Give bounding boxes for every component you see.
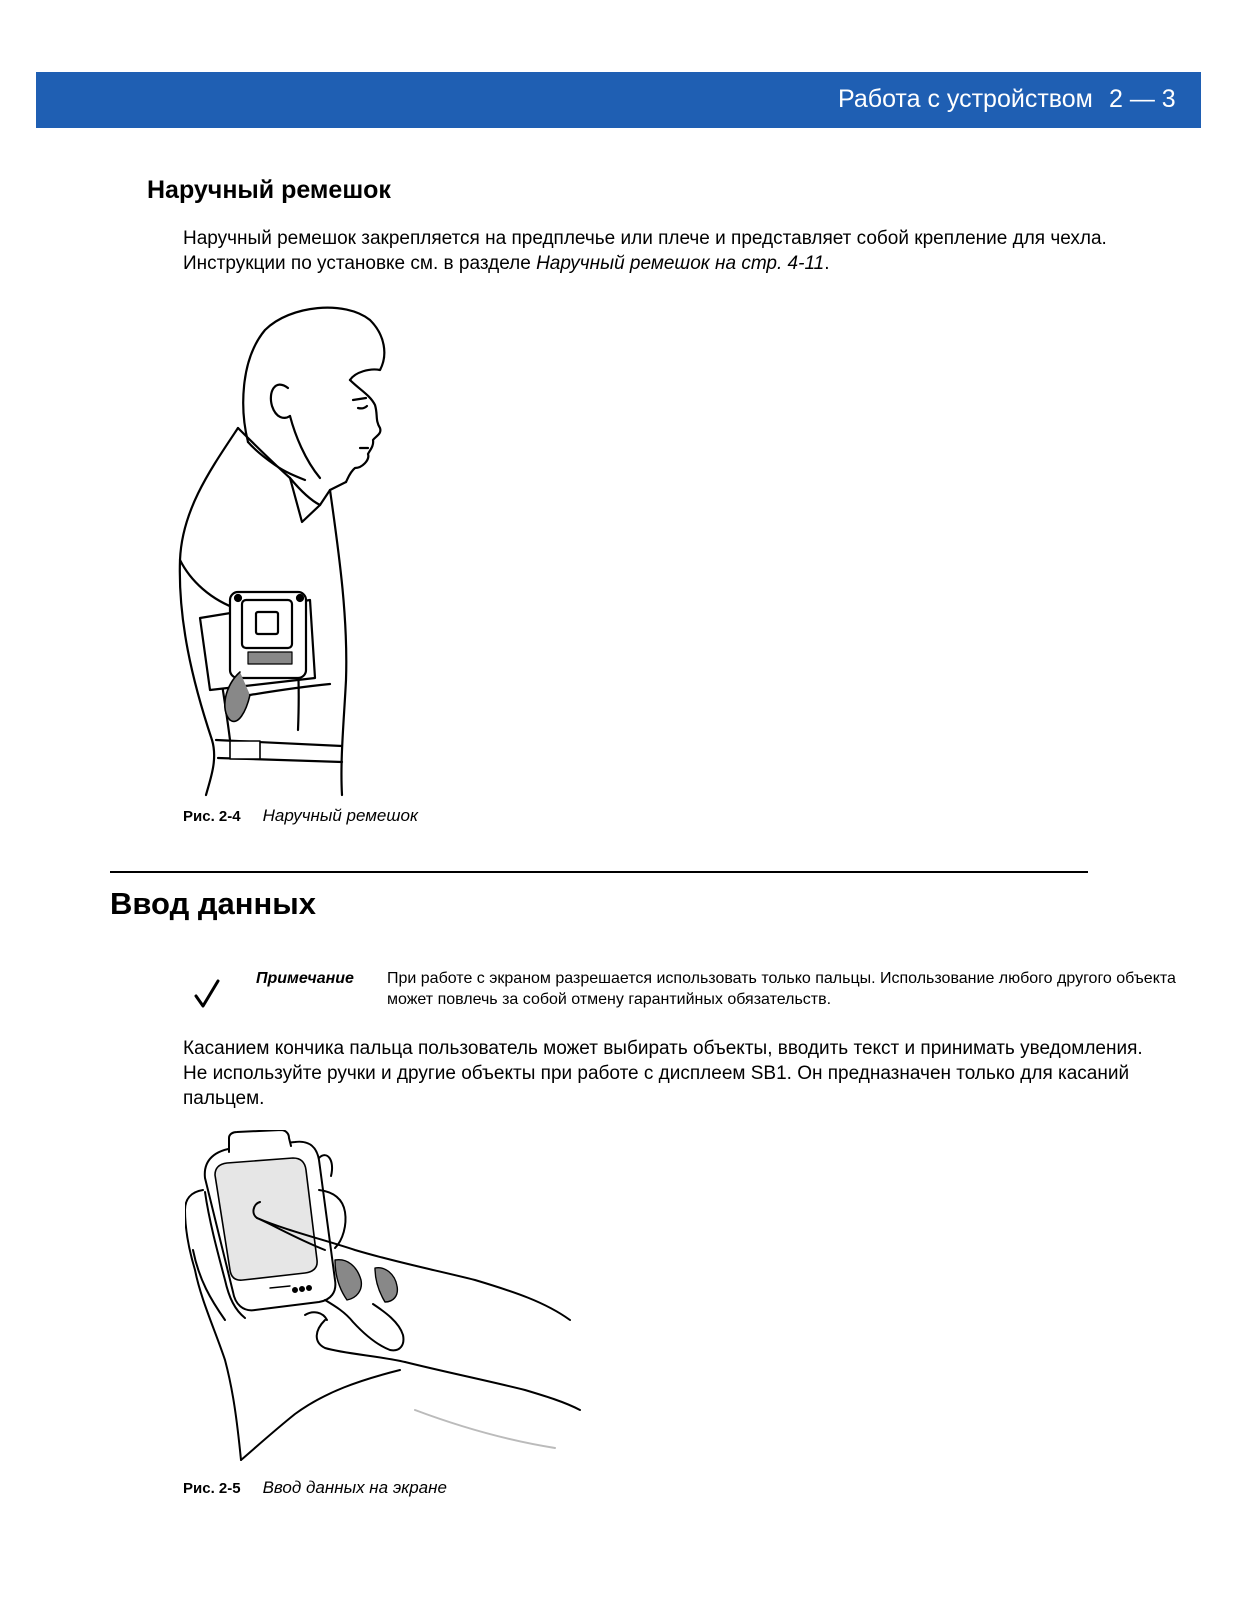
figure-wrist-strap-illustration	[170, 300, 410, 800]
paragraph-end: .	[824, 253, 830, 274]
figure-title: Наручный ремешок	[262, 806, 418, 825]
figure-number: Рис. 2-5	[183, 1480, 241, 1497]
note-label: Примечание	[256, 970, 354, 987]
section-divider	[110, 871, 1088, 873]
paragraph-line-1: Наручный ремешок закрепляется на предплечье или плече и представляет собой крепление для чехла.	[183, 228, 1107, 249]
wrist-strap-paragraph	[183, 226, 1193, 276]
figure-caption-2-4	[183, 805, 418, 828]
figure-number: Рис. 2-4	[183, 808, 241, 825]
checkmark-icon	[193, 978, 221, 1010]
figure-title: Ввод данных на экране	[262, 1478, 447, 1497]
header-chapter-title: Работа с устройством	[838, 85, 1093, 113]
header-page-number: 2 — 3	[1109, 85, 1176, 113]
note-text: При работе с экраном разрешается использовать только пальцы. Использование любого другого объекта может повлечь за собой отмену гарантийных обязательств.	[387, 970, 1176, 1008]
cross-reference-link[interactable]: Наручный ремешок на стр. 4-11	[536, 253, 825, 274]
figure-screen-input-illustration	[185, 1130, 585, 1470]
paragraph-line-2: Инструкции по установке см. в разделе	[183, 253, 537, 274]
data-input-paragraph: Касанием кончика пальца пользователь может выбирать объекты, вводить текст и принимать уведомления. Не используйте ручки и другие объекты при работе с дисплеем SB1. Он предназначен только для касаний пальцем.	[183, 1038, 1143, 1109]
section-heading-data-input: Ввод данных	[110, 886, 316, 921]
section-heading-wrist-strap: Наручный ремешок	[147, 176, 391, 204]
figure-caption-2-5	[183, 1477, 447, 1500]
